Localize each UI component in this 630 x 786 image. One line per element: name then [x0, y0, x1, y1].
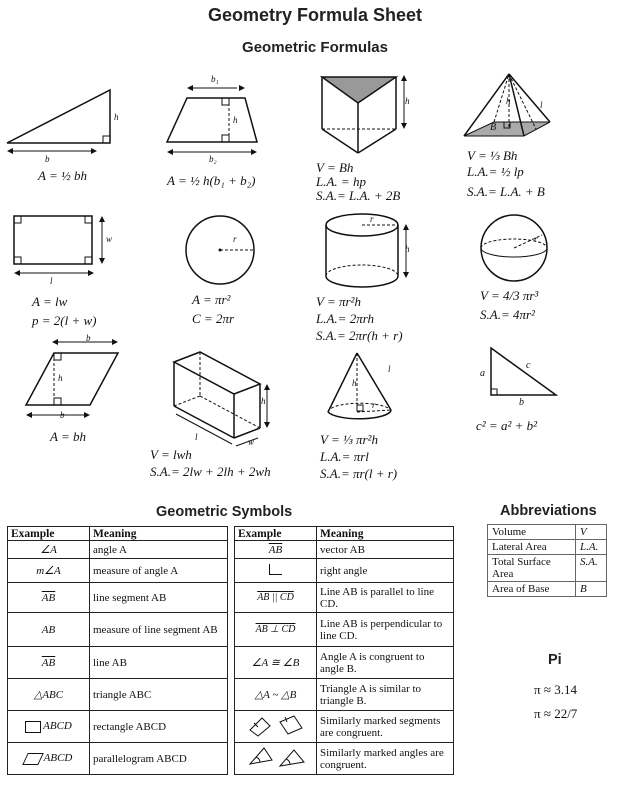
right-triangle-c-label: c — [526, 360, 531, 371]
symbols-table-left — [7, 526, 228, 775]
symbol-example: ABCD — [43, 720, 72, 733]
sphere-surface-area-formula: S.A.= 4πr² — [480, 307, 535, 322]
symbol-meaning: right angle — [317, 559, 454, 583]
right-triangle-figure — [488, 345, 568, 400]
trapezoid-area-formula: A = ½ h(b₁ + b₂) — [167, 173, 256, 188]
triangular-prism-figure — [318, 73, 418, 158]
cone-volume-formula: V = ⅓ πr²h — [320, 432, 378, 447]
abbreviation-term: Lateral Area — [488, 540, 576, 555]
abbreviation-value: S.A. — [576, 555, 607, 582]
symbol-meaning: Similarly marked segments are congruent. — [317, 711, 454, 743]
pyramid-slant-label: l — [540, 100, 543, 110]
box-length-arrow — [172, 410, 282, 450]
symbol-meaning: line AB — [90, 647, 228, 679]
cone-lateral-area-formula: L.A.= πrl — [320, 449, 369, 464]
abbreviation-term: Area of Base — [488, 582, 576, 597]
symbol-example: ABCD — [43, 752, 73, 765]
symbol-meaning: measure of line segment AB — [90, 613, 228, 647]
abbreviations-table — [487, 524, 607, 597]
cone-figure — [325, 350, 405, 430]
cone-slant-label: l — [388, 364, 391, 374]
prism-volume-formula: V = Bh — [316, 160, 354, 175]
symbol-example: ∠A — [8, 541, 90, 559]
rectangle-width-label: w — [106, 234, 113, 244]
cylinder-lateral-area-formula: L.A.= 2πrh — [316, 311, 375, 326]
symbol-meaning: Line AB is perpendicular to line CD. — [317, 613, 454, 647]
box-length-label: l — [195, 432, 198, 442]
section-title-symbols: Geometric Symbols — [156, 504, 293, 520]
symbol-meaning: parallelogram ABCD — [90, 743, 228, 775]
circle-radius-label: r — [233, 234, 237, 244]
pyramid-lateral-area-formula: L.A.= ½ lp — [467, 164, 524, 179]
symbols-header-example: Example — [8, 527, 90, 541]
symbol-example: AB ⊥ CD — [235, 613, 317, 647]
pyramid-base-label: B — [490, 122, 497, 133]
circle-area-formula: A = πr² — [192, 292, 231, 307]
parallelogram-figure — [24, 335, 124, 425]
circle-circumference-formula: C = 2πr — [192, 311, 235, 326]
section-title-pi: Pi — [548, 652, 562, 668]
symbol-example: △A ~ △B — [235, 679, 317, 711]
pyramid-height-label: h — [506, 96, 511, 106]
symbol-example: AB || CD — [235, 583, 317, 613]
cylinder-surface-area-formula: S.A.= 2πr(h + r) — [316, 328, 403, 343]
parallelogram-icon — [22, 753, 44, 765]
pyramid-volume-formula: V = ⅓ Bh — [467, 148, 518, 163]
congruent-angles-icon — [246, 744, 306, 770]
cylinder-volume-formula: V = πr²h — [316, 294, 361, 309]
symbols-table-right — [234, 526, 454, 775]
parallelogram-bottom-base-label: b — [60, 410, 65, 420]
symbol-example: $\overline{AB}$ — [8, 647, 90, 679]
symbol-meaning: Triangle A is similar to triangle B. — [317, 679, 454, 711]
rectangle-length-label: l — [50, 276, 53, 286]
abbreviation-value: L.A. — [576, 540, 607, 555]
rectangle-length-arrow — [10, 268, 100, 278]
prism-height-label: h — [405, 96, 410, 106]
abbreviation-term: Total Surface Area — [488, 555, 576, 582]
symbol-meaning: Angle A is congruent to angle B. — [317, 647, 454, 679]
right-triangle-a-label: a — [480, 368, 485, 379]
cylinder-height-label: h — [405, 244, 410, 254]
circle-figure — [182, 213, 262, 289]
right-triangle-b-label: b — [519, 397, 524, 408]
pi-fraction-approximation: π ≈ 22/7 — [534, 706, 578, 721]
rectangle-figure — [10, 212, 113, 274]
abbreviation-value: V — [576, 525, 607, 540]
trapezoid-figure — [165, 80, 265, 160]
abbreviation-value: B — [576, 582, 607, 597]
symbol-meaning: line segment AB — [90, 583, 228, 613]
parallelogram-area-formula: A = bh — [50, 429, 86, 444]
cone-height-label: h — [352, 378, 357, 388]
symbols-header-meaning: Meaning — [90, 527, 228, 541]
sphere-radius-label: r — [534, 234, 538, 244]
symbols-header-meaning: Meaning — [317, 527, 454, 541]
pyramid-figure — [462, 70, 562, 145]
symbol-meaning: angle A — [90, 541, 228, 559]
section-title-abbreviations: Abbreviations — [500, 503, 597, 519]
box-width-label: w — [248, 437, 255, 447]
cylinder-radius-label: r — [370, 214, 374, 224]
triangle-area-formula: A = ½ bh — [38, 168, 87, 183]
box-height-label: h — [261, 396, 266, 406]
symbol-meaning: measure of angle A — [90, 559, 228, 583]
symbol-meaning: rectangle ABCD — [90, 711, 228, 743]
page-title: Geometry Formula Sheet — [207, 5, 423, 25]
parallelogram-height-label: h — [58, 373, 63, 383]
sphere-volume-formula: V = 4/3 πr³ — [480, 288, 539, 303]
prism-surface-area-formula: S.A.= L.A. + 2B — [316, 188, 401, 203]
symbols-header-example: Example — [235, 527, 317, 541]
pythagorean-formula: c² = a² + b² — [476, 418, 538, 433]
symbol-example: ∠A ≅ ∠B — [235, 647, 317, 679]
pi-decimal-approximation: π ≈ 3.14 — [534, 682, 577, 697]
pyramid-surface-area-formula: S.A.= L.A. + B — [467, 184, 545, 199]
rectangle-perimeter-formula: p = 2(l + w) — [32, 313, 97, 328]
parallelogram-top-base-label: b — [86, 333, 91, 343]
box-volume-formula: V = lwh — [150, 447, 192, 462]
triangle-base-label: b — [45, 154, 50, 164]
prism-lateral-area-formula: L.A. = hp — [316, 174, 366, 189]
abbreviation-term: Volume — [488, 525, 576, 540]
symbol-meaning: Line AB is parallel to line CD. — [317, 583, 454, 613]
box-surface-area-formula: S.A.= 2lw + 2lh + 2wh — [150, 464, 271, 479]
congruent-segments-icon — [246, 712, 306, 738]
symbol-example: m∠A — [8, 559, 90, 583]
symbol-meaning: triangle ABC — [90, 679, 228, 711]
trapezoid-height-label: h — [233, 115, 238, 125]
trapezoid-b1-label: b₁ — [211, 74, 219, 84]
cone-surface-area-formula: S.A.= πr(l + r) — [320, 466, 398, 481]
triangle-figure — [5, 85, 125, 160]
cone-radius-label: r — [372, 400, 376, 410]
symbol-meaning: Similarly marked angles are congruent. — [317, 743, 454, 775]
symbol-example: $\overline{AB}$ — [8, 583, 90, 613]
rectangle-area-formula: A = lw — [32, 294, 68, 309]
right-angle-icon — [269, 564, 282, 575]
symbol-example: △ABC — [8, 679, 90, 711]
trapezoid-b2-label: b₂ — [209, 154, 217, 164]
rectangle-icon — [25, 721, 41, 733]
sphere-figure — [478, 213, 554, 287]
symbol-example: AB — [8, 613, 90, 647]
triangle-height-label: h — [114, 112, 119, 122]
section-title-formulas: Geometric Formulas — [242, 39, 388, 56]
symbol-example: $\overline{AB}$ — [235, 541, 317, 559]
symbol-meaning: vector AB — [317, 541, 454, 559]
